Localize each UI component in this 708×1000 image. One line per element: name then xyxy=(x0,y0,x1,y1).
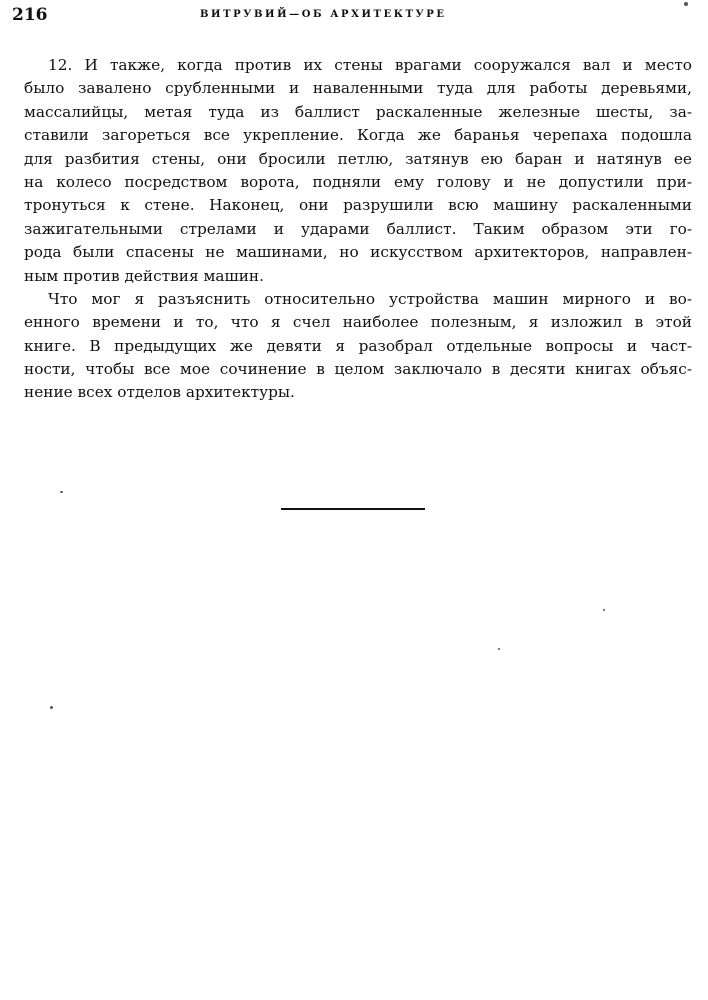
text-line: книге. В предыдущих же девяти я разобрал отдельные вопросы и част- xyxy=(24,336,692,355)
text-line: было завалено срубленными и наваленными туда для работы деревьями, xyxy=(24,79,692,98)
text-line: енного времени и то, что я счел наиболее полезным, я изложил в этой xyxy=(24,313,692,332)
text-line: ности, чтобы все мое сочинение в целом заключало в десяти книгах объяс- xyxy=(24,360,692,379)
text-line: Что мог я разъяснить относительно устройства машин мирного и во- xyxy=(48,289,692,308)
text-line: массалийцы, метая туда из баллист раскаленные железные шесты, за- xyxy=(24,102,692,121)
scan-speck xyxy=(60,491,63,493)
text-line: зажигательными стрелами и ударами баллист. Таким образом эти го- xyxy=(24,219,692,238)
scan-speck xyxy=(684,2,688,6)
text-body xyxy=(24,54,692,405)
text-line: ным против действия машин. xyxy=(24,266,264,285)
text-line: 12. И также, когда против их стены врагами сооружался вал и место xyxy=(48,56,692,74)
paragraph-2 xyxy=(24,288,692,405)
text-line: для разбития стены, они бросили петлю, затянув ею баран и натянув ее xyxy=(24,149,692,168)
scan-speck xyxy=(50,706,53,709)
running-title: ВИТРУВИЙ—ОБ АРХИТЕКТУРЕ xyxy=(200,9,447,20)
text-line: на колесо посредством ворота, подняли ему голову и не допустили при- xyxy=(24,172,692,191)
text-line: ставили загореться все укрепление. Когда же баранья черепаха подошла xyxy=(24,126,692,145)
text-line: нение всех отделов архитектуры. xyxy=(24,383,295,402)
scan-speck xyxy=(498,648,500,650)
text-line: рода были спасены не машинами, но искусством архитекторов, направлен- xyxy=(24,243,692,262)
scan-speck xyxy=(603,609,605,611)
page-number: 216 xyxy=(12,5,48,25)
text-line: тронуться к стене. Наконец, они разрушили всю машину раскаленными xyxy=(24,196,692,215)
end-rule-divider xyxy=(281,508,425,510)
paragraph-1 xyxy=(24,54,692,288)
